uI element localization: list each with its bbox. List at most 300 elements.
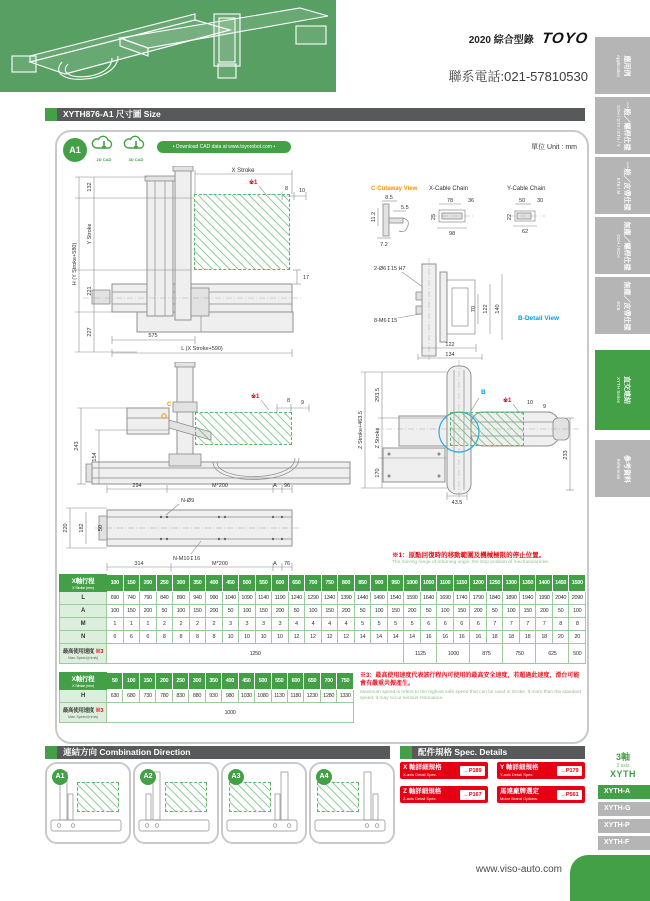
- dim-cell: 3: [222, 618, 239, 631]
- spec-button-motor-brand[interactable]: [497, 786, 585, 803]
- unit-label: 單位 Unit : mm: [531, 144, 577, 151]
- dim-cell: 1590: [404, 592, 421, 605]
- combo-badge: A2: [140, 769, 156, 785]
- dim-cell: 8: [552, 618, 569, 631]
- combination-a4[interactable]: [309, 762, 395, 844]
- svg-text:25: 25: [431, 213, 437, 221]
- dim-cell: 2: [173, 618, 190, 631]
- dim-cell: 1080: [255, 690, 271, 703]
- dim-cell: 200: [272, 605, 289, 618]
- stroke-value: 400: [222, 673, 238, 690]
- page-ref: →P179: [557, 766, 582, 776]
- stroke-value: 500: [255, 673, 271, 690]
- svg-text:※1: ※1: [249, 180, 258, 186]
- svg-text:134: 134: [445, 352, 455, 358]
- speed-cell: 750: [503, 644, 536, 664]
- svg-text:50: 50: [518, 198, 526, 204]
- stroke-value: 50: [107, 673, 123, 690]
- stroke-value: 200: [156, 673, 172, 690]
- combo-badge: A3: [228, 769, 244, 785]
- svg-text:17: 17: [303, 275, 310, 281]
- stroke-value: 350: [189, 575, 206, 592]
- detail-views-drawing: [369, 180, 584, 270]
- stroke-value: 1050: [420, 575, 437, 592]
- cad-3d-download[interactable]: [123, 135, 149, 162]
- page-ref: →P561: [557, 790, 582, 800]
- dim-cell: 790: [140, 592, 157, 605]
- stroke-value: 300: [189, 673, 205, 690]
- sidebar-tab-reference[interactable]: [595, 440, 650, 497]
- page-title-bar: [45, 108, 585, 121]
- dim-cell: 7: [503, 618, 520, 631]
- dim-cell: 1030: [238, 690, 254, 703]
- cad-2d-download[interactable]: [91, 135, 117, 162]
- dim-cell: 150: [189, 605, 206, 618]
- svg-text:8: 8: [287, 398, 291, 404]
- tab-en: XYTH Series: [615, 376, 621, 403]
- dim-cell: 4: [305, 618, 322, 631]
- tab-en: Reference: [615, 458, 621, 479]
- dim-cell: 7: [486, 618, 503, 631]
- x-stroke-table: [59, 574, 586, 664]
- svg-text:227: 227: [87, 327, 93, 337]
- combination-a2[interactable]: [133, 762, 219, 844]
- svg-text:5.5: 5.5: [401, 205, 409, 211]
- stroke-value: 1500: [569, 575, 586, 592]
- speed-cell: 1000: [437, 644, 470, 664]
- dim-cell: 18: [486, 631, 503, 644]
- svg-text:122: 122: [445, 342, 455, 348]
- dim-cell: 200: [206, 605, 223, 618]
- dim-cell: 150: [519, 605, 536, 618]
- series-label: [596, 750, 650, 779]
- dim-cell: 12: [321, 631, 338, 644]
- dim-cell: 1040: [222, 592, 239, 605]
- dim-cell: 150: [123, 605, 140, 618]
- work-envelope-hatch: [450, 412, 524, 446]
- dim-cell: 12: [288, 631, 305, 644]
- svg-text:H (Y Stroke+580): H (Y Stroke+580): [72, 242, 78, 286]
- dim-cell: 2: [156, 618, 173, 631]
- spec-en: Y-axis Detail Spec.: [500, 771, 534, 777]
- spec-en: Z-axis Detail Spec.: [403, 795, 437, 801]
- tab-zh: 參考資料: [622, 454, 630, 483]
- speed-label: 最高使用速度 ※3 Max. Speed (mm/s): [60, 644, 107, 664]
- catalog-label: 2020 綜合型錄: [468, 35, 534, 46]
- sidebar-tab-gch-ech[interactable]: [595, 217, 650, 274]
- dim-cell: 1280: [320, 690, 336, 703]
- dim-cell: 16: [437, 631, 454, 644]
- stroke-value: 650: [288, 575, 305, 592]
- stroke-table-header: X軸行程 X Stroke (mm): [60, 575, 107, 592]
- dim-cell: 680: [123, 690, 139, 703]
- dim-cell: 8: [569, 618, 586, 631]
- dim-cell: 10: [272, 631, 289, 644]
- title-accent: [45, 108, 57, 121]
- dim-cell: 200: [536, 605, 553, 618]
- note-1: [392, 550, 587, 565]
- svg-text:293.5: 293.5: [375, 388, 381, 402]
- combo-badge: A1: [52, 769, 68, 785]
- stroke-value: 600: [287, 673, 303, 690]
- svg-text:L (X Stroke+590): L (X Stroke+590): [181, 346, 223, 352]
- dim-cell: 3: [255, 618, 272, 631]
- note-3: [360, 672, 585, 703]
- speed-cell: 625: [536, 644, 569, 664]
- dim-cell: 18: [536, 631, 553, 644]
- svg-text:A: A: [273, 561, 277, 567]
- page-title: XYTH876-A1 尺寸圖 Size: [63, 109, 161, 119]
- stroke-value: 1250: [486, 575, 503, 592]
- dim-cell: 6: [470, 618, 487, 631]
- stroke-value: 1200: [470, 575, 487, 592]
- spec-button-x-axis[interactable]: [400, 762, 488, 779]
- combo-hatch: [317, 782, 359, 812]
- svg-text:10: 10: [527, 400, 534, 406]
- cad-3d-label: 3D CAD: [128, 157, 144, 162]
- note-3-zh: ※3：最高使用速度代表該行程內可使用的最高安全速度，若超過此速度，滑台可能會有嚴重共振產生。: [360, 673, 580, 688]
- sidebar-tab-application[interactable]: [595, 37, 650, 94]
- dim-cell: 2090: [569, 592, 586, 605]
- dim-cell: 6: [420, 618, 437, 631]
- dim-cell: 7: [536, 618, 553, 631]
- dim-cell: 8: [173, 631, 190, 644]
- dim-cell: 830: [172, 690, 188, 703]
- svg-text:Z Stroke: Z Stroke: [375, 427, 381, 449]
- dim-cell: 6: [140, 631, 157, 644]
- tab-en: Application: [615, 54, 621, 77]
- dim-cell: 1890: [503, 592, 520, 605]
- svg-text:X Stroke: X Stroke: [231, 168, 255, 174]
- dim-cell: 100: [569, 605, 586, 618]
- dim-cell: 20: [552, 631, 569, 644]
- dim-cell: 730: [139, 690, 155, 703]
- series-tab-xyth-f[interactable]: XYTH-F: [598, 836, 650, 850]
- dim-cell: 4: [288, 618, 305, 631]
- dim-cell: 2040: [552, 592, 569, 605]
- dim-cell: 1: [107, 618, 124, 631]
- dim-cell: 6: [107, 631, 124, 644]
- stroke-value: 1000: [404, 575, 421, 592]
- svg-text:M*200: M*200: [212, 483, 228, 489]
- spec-en: Motor Brand Options.: [500, 795, 539, 801]
- row-label: H: [60, 690, 107, 703]
- dim-cell: 8: [189, 631, 206, 644]
- stroke-value: 500: [239, 575, 256, 592]
- dim-cell: 14: [354, 631, 371, 644]
- stroke-value: 250: [172, 673, 188, 690]
- sidebar-tab-etb-m[interactable]: [595, 157, 650, 214]
- dim-cell: 7: [519, 618, 536, 631]
- speed-cell: 1000: [107, 703, 354, 723]
- series-tab-xyth-g[interactable]: XYTH-G: [598, 802, 650, 816]
- note-3-en: Maximum speed is refers to the highest safe speed that can be used in stroke. If more than the standard speed, it may occur serious resonance.: [360, 690, 582, 702]
- stroke-value: 250: [156, 575, 173, 592]
- dim-cell: 1390: [338, 592, 355, 605]
- dim-cell: 100: [239, 605, 256, 618]
- dim-cell: 930: [205, 690, 221, 703]
- series-name: XYTH: [609, 769, 636, 779]
- combo-badge: A4: [316, 769, 332, 785]
- dim-cell: 890: [173, 592, 190, 605]
- work-envelope-hatch: [194, 194, 290, 270]
- dim-cell: 10: [239, 631, 256, 644]
- spec-zh: 馬達廠牌選定: [500, 787, 539, 795]
- dim-cell: 100: [173, 605, 190, 618]
- footer-url: www.viso-auto.com: [475, 864, 562, 875]
- dim-cell: 50: [552, 605, 569, 618]
- svg-text:122: 122: [483, 304, 489, 314]
- dim-cell: 630: [107, 690, 123, 703]
- svg-text:36: 36: [468, 198, 475, 204]
- title-accent: [45, 746, 57, 759]
- svg-text:Y Stroke: Y Stroke: [87, 223, 93, 245]
- hero-illustration: [0, 0, 336, 92]
- dim-cell: 1690: [437, 592, 454, 605]
- dim-cell: 3: [272, 618, 289, 631]
- work-envelope-hatch: [195, 412, 292, 445]
- b-detail-drawing: [372, 258, 587, 360]
- dim-cell: 1140: [255, 592, 272, 605]
- dim-cell: 18: [519, 631, 536, 644]
- dim-cell: 14: [387, 631, 404, 644]
- dim-cell: 4: [321, 618, 338, 631]
- dim-cell: 840: [156, 592, 173, 605]
- dim-cell: 1290: [305, 592, 322, 605]
- spec-button-y-axis[interactable]: [497, 762, 585, 779]
- dim-cell: 1180: [287, 690, 303, 703]
- row-label: A: [60, 605, 107, 618]
- sidebar-tab-ecb[interactable]: [595, 277, 650, 334]
- dim-cell: 1440: [354, 592, 371, 605]
- cloud-download-icon: [91, 135, 117, 152]
- svg-text:22: 22: [507, 213, 513, 221]
- svg-text:182: 182: [79, 523, 85, 533]
- svg-text:132: 132: [87, 182, 93, 192]
- svg-text:314: 314: [134, 561, 144, 567]
- dim-cell: 100: [437, 605, 454, 618]
- svg-text:Z Stroke+463.5: Z Stroke+463.5: [358, 411, 364, 449]
- dim-cell: 740: [123, 592, 140, 605]
- stroke-value: 950: [387, 575, 404, 592]
- dim-cell: 14: [371, 631, 388, 644]
- tab-zh: 一般／皮帶仕樣: [622, 161, 630, 210]
- spec-button-z-axis[interactable]: [400, 786, 488, 803]
- combination-title: 連結方向 Combination Direction: [63, 747, 191, 757]
- stroke-value: 750: [337, 673, 354, 690]
- series-tab-xyth-p[interactable]: XYTH-P: [598, 819, 650, 833]
- stroke-value: 600: [272, 575, 289, 592]
- combo-hatch: [77, 782, 119, 812]
- svg-text:N-M10↧16: N-M10↧16: [173, 556, 201, 562]
- dim-cell: 50: [222, 605, 239, 618]
- cloud-download-icon: [123, 135, 149, 152]
- combo-hatch: [165, 782, 207, 812]
- dim-cell: 780: [156, 690, 172, 703]
- dim-cell: 1: [140, 618, 157, 631]
- tab-en: GTH / GTY / ETH / Y: [615, 104, 621, 147]
- dim-cell: 200: [338, 605, 355, 618]
- svg-text:11.2: 11.2: [371, 211, 377, 223]
- brand-block: [469, 30, 588, 48]
- dim-cell: 12: [338, 631, 355, 644]
- stroke-value: 550: [255, 575, 272, 592]
- tab-zh: 直交連結: [622, 376, 630, 404]
- dim-cell: 1940: [519, 592, 536, 605]
- dim-cell: 990: [206, 592, 223, 605]
- dim-cell: 8: [156, 631, 173, 644]
- page-ref: →P167: [460, 790, 485, 800]
- dim-cell: 1740: [453, 592, 470, 605]
- stroke-value: 850: [354, 575, 371, 592]
- dim-cell: 5: [387, 618, 404, 631]
- svg-text:221: 221: [87, 286, 93, 296]
- cad-2d-label: 2D CAD: [96, 157, 112, 162]
- dim-cell: 880: [189, 690, 205, 703]
- dim-cell: 150: [255, 605, 272, 618]
- svg-text:N-Ø9: N-Ø9: [181, 498, 195, 504]
- svg-text:233: 233: [563, 450, 569, 460]
- combination-a1[interactable]: [45, 762, 131, 844]
- combination-a3[interactable]: [221, 762, 307, 844]
- row-label: M: [60, 618, 107, 631]
- dim-cell: 1840: [486, 592, 503, 605]
- series-tab-xyth-a[interactable]: XYTH-A: [598, 785, 650, 799]
- dim-cell: 200: [470, 605, 487, 618]
- dim-cell: 5: [371, 618, 388, 631]
- dim-cell: 1790: [470, 592, 487, 605]
- svg-text:43.5: 43.5: [451, 500, 463, 505]
- dim-cell: 100: [503, 605, 520, 618]
- dim-cell: 1640: [420, 592, 437, 605]
- page-ref: →P189: [460, 766, 485, 776]
- stroke-value: 1300: [503, 575, 520, 592]
- svg-text:C: C: [167, 402, 172, 408]
- svg-text:220: 220: [63, 523, 69, 533]
- svg-text:8.5: 8.5: [385, 195, 393, 201]
- stroke-value: 150: [123, 575, 140, 592]
- stroke-value: 450: [222, 575, 239, 592]
- spec-en: X-axis Detail Spec.: [403, 771, 437, 777]
- dim-cell: 1190: [272, 592, 289, 605]
- dim-cell: 16: [420, 631, 437, 644]
- dim-cell: 690: [107, 592, 124, 605]
- dim-cell: 10: [222, 631, 239, 644]
- row-label: N: [60, 631, 107, 644]
- dimension-panel: [55, 130, 589, 744]
- combination-title-bar: [45, 746, 390, 759]
- svg-text:70: 70: [471, 305, 477, 313]
- stroke-value: 350: [205, 673, 221, 690]
- svg-text:50: 50: [98, 524, 104, 532]
- dim-cell: 1540: [387, 592, 404, 605]
- dim-cell: 1990: [536, 592, 553, 605]
- dim-cell: 2: [206, 618, 223, 631]
- dim-cell: 150: [321, 605, 338, 618]
- spec-title: 配件規格 Spec. Details: [418, 747, 508, 757]
- tab-zh: 應用例: [622, 54, 630, 76]
- dim-cell: 10: [255, 631, 272, 644]
- dim-cell: 16: [453, 631, 470, 644]
- stroke-value: 450: [238, 673, 254, 690]
- dim-cell: 1340: [321, 592, 338, 605]
- svg-text:96: 96: [283, 483, 291, 489]
- svg-text:9: 9: [301, 400, 305, 406]
- dim-cell: 14: [404, 631, 421, 644]
- spec-zh: Y 軸詳細規格: [500, 763, 539, 771]
- dim-cell: 5: [354, 618, 371, 631]
- spec-title-bar: [400, 746, 585, 759]
- svg-text:C-Cutaway View: C-Cutaway View: [371, 186, 418, 192]
- svg-text:B-Detail View: B-Detail View: [518, 315, 560, 322]
- dim-cell: 1: [123, 618, 140, 631]
- page-corner-tab: [570, 855, 650, 901]
- speed-cell: 875: [470, 644, 503, 664]
- dim-cell: 50: [354, 605, 371, 618]
- stroke-value: 800: [338, 575, 355, 592]
- sidebar-tab-gth-gty-eth-y[interactable]: [595, 97, 650, 154]
- base-mounting-drawing: [61, 480, 401, 574]
- tab-zh: 一般／螺桿仕樣: [622, 101, 630, 150]
- stroke-value: 700: [305, 575, 322, 592]
- speed-cell: 1125: [404, 644, 437, 664]
- svg-text:140: 140: [495, 304, 501, 314]
- dim-cell: 50: [486, 605, 503, 618]
- dim-cell: 5: [404, 618, 421, 631]
- dim-cell: 200: [140, 605, 157, 618]
- series-axis-zh: 3軸: [615, 752, 630, 762]
- dim-cell: 50: [288, 605, 305, 618]
- dim-cell: 100: [371, 605, 388, 618]
- spec-zh: X 軸詳細規格: [403, 763, 442, 771]
- stroke-value: 1100: [437, 575, 454, 592]
- dim-cell: 6: [453, 618, 470, 631]
- tab-en: ECB: [615, 300, 621, 311]
- stroke-value: 700: [320, 673, 336, 690]
- svg-text:170: 170: [375, 468, 381, 478]
- svg-text:2-Ø6↧15 H7: 2-Ø6↧15 H7: [374, 266, 406, 272]
- stroke-value: 1150: [453, 575, 470, 592]
- tab-en: ETB / M: [615, 177, 621, 194]
- series-axis-en: 3 axis: [616, 763, 630, 769]
- svg-text:※1: ※1: [251, 394, 260, 400]
- dim-cell: 18: [503, 631, 520, 644]
- stroke-table-header: X軸行程 X Stroke (mm): [60, 673, 107, 690]
- dim-cell: 1490: [371, 592, 388, 605]
- spec-zh: Z 軸詳細規格: [403, 787, 442, 795]
- tab-zh: 無塵／螺桿仕樣: [622, 221, 630, 270]
- dim-cell: 20: [569, 631, 586, 644]
- svg-text:Y-Cable Chain: Y-Cable Chain: [507, 186, 546, 192]
- svg-text:62: 62: [521, 229, 529, 235]
- stroke-value: 200: [140, 575, 157, 592]
- svg-text:98: 98: [448, 231, 456, 237]
- tab-en: GCH / ECH: [615, 233, 621, 258]
- stroke-value: 100: [123, 673, 139, 690]
- svg-text:243: 243: [74, 441, 80, 451]
- svg-text:76: 76: [283, 561, 291, 567]
- stroke-value: 750: [321, 575, 338, 592]
- stroke-value: 1350: [519, 575, 536, 592]
- note-1-en: The moving range of returning origin, the stop position of mechanical limit.: [392, 560, 550, 565]
- svg-text:10: 10: [299, 188, 306, 194]
- dim-cell: 16: [470, 631, 487, 644]
- svg-text:M*200: M*200: [212, 561, 228, 567]
- download-cad-pill[interactable]: • Download CAD data at www.toyorobot.com •: [157, 141, 291, 153]
- combo-hatch: [229, 782, 271, 812]
- sidebar-tab-xyth-series[interactable]: [595, 350, 650, 430]
- dim-cell: 100: [305, 605, 322, 618]
